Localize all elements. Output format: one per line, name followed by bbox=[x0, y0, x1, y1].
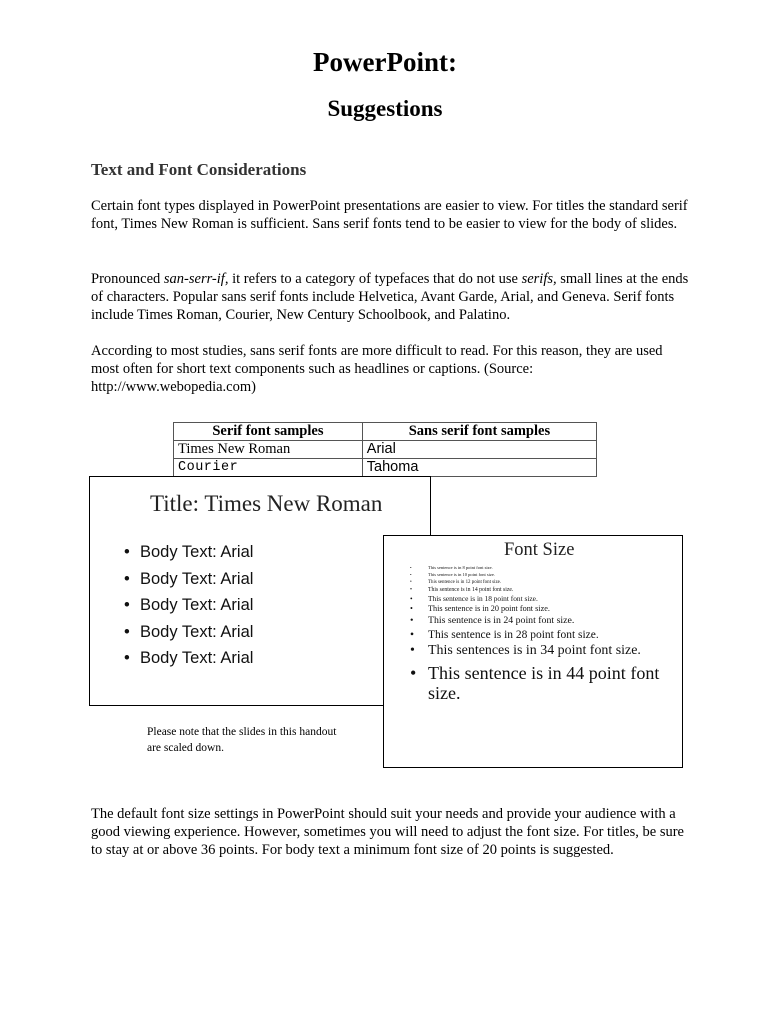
table-header-sans: Sans serif font samples bbox=[362, 423, 596, 441]
p2-text-e: small lines at the ends of characters. Popular sans serif fonts include Helvetica, Avant Garde, Arial, and Geneva. Serif fonts include Times Roman, Courier, New Century Schoolbook, and Palatino. bbox=[91, 271, 689, 323]
slide2-bullet bbox=[410, 605, 680, 614]
slide1-bullet bbox=[124, 619, 253, 646]
bullet-dot-icon: • bbox=[410, 604, 413, 614]
p2-serifs: serifs, bbox=[521, 271, 557, 287]
bullet-dot-icon: • bbox=[124, 649, 130, 667]
slide2-bullet-text: This sentences is in 34 point font size. bbox=[428, 643, 641, 659]
slide2-bullet bbox=[410, 616, 680, 627]
slide2-bullet-text: This sentence is in 8 point font size. bbox=[428, 565, 493, 570]
section-heading: Text and Font Considerations bbox=[91, 160, 307, 179]
bullet-dot-icon: • bbox=[410, 643, 415, 659]
table-cell-serif: Courier bbox=[174, 459, 363, 477]
table-header-row bbox=[174, 423, 597, 441]
paragraph-sans-serif-definition bbox=[91, 270, 691, 324]
font-samples-table bbox=[173, 422, 597, 477]
slide2-bullet bbox=[410, 664, 680, 703]
scaled-down-note: Please note that the slides in this handout are scaled down. bbox=[147, 726, 337, 754]
slide2-bullet bbox=[410, 629, 680, 641]
slide2-bullet-text: This sentence is in 24 point font size. bbox=[428, 615, 575, 627]
slide-thumbnail-fonts bbox=[89, 476, 431, 706]
table-row bbox=[174, 459, 597, 477]
bullet-dot-icon: • bbox=[410, 579, 412, 585]
slide-thumbnail-font-size bbox=[383, 535, 683, 768]
slide1-bullet-text: Body Text: Arial bbox=[140, 569, 254, 588]
bullet-dot-icon: • bbox=[124, 622, 130, 641]
bullet-dot-icon: • bbox=[410, 615, 414, 627]
slide2-bullet-text: This sentence is in 44 point font size. bbox=[428, 663, 660, 703]
slide1-bullet-text: Body Text: Arial bbox=[140, 649, 254, 667]
slide2-bullet-text: This sentence is in 14 point font size. bbox=[428, 587, 514, 594]
slide1-bullet-text: Body Text: Arial bbox=[140, 622, 254, 641]
slide2-bullet-text: This sentence is in 10 point font size. bbox=[428, 571, 495, 577]
slide1-bullet-text: Body Text: Arial bbox=[140, 596, 254, 614]
slide2-bullet bbox=[410, 580, 680, 585]
bullet-dot-icon: • bbox=[410, 565, 412, 570]
paragraph-default-font-size: The default font size settings in PowerPoint should suit your needs and provide your audience with a good viewing experience. However, sometimes you will need to adjust the font size. For titles, be sure to stay at or above 36 points. For body text a minimum font size of 20 points is suggested. bbox=[91, 806, 684, 858]
table-header-serif: Serif font samples bbox=[174, 423, 363, 441]
paragraph-studies: According to most studies, sans serif fonts are more difficult to read. For this reason, they are used most often for short text components such as headlines or captions. (Source: http://www.webopedia.com) bbox=[91, 343, 663, 395]
slide2-bullet-list bbox=[410, 566, 680, 709]
slide2-bullet bbox=[410, 595, 680, 603]
page-subtitle: Suggestions bbox=[327, 96, 443, 121]
bullet-dot-icon: • bbox=[124, 596, 130, 614]
table-row bbox=[174, 441, 597, 459]
slide2-bullet bbox=[410, 573, 680, 578]
slide1-bullet bbox=[124, 645, 253, 672]
slide2-bullet-text: This sentence is in 12 point font size. bbox=[428, 579, 502, 585]
bullet-dot-icon: • bbox=[410, 594, 413, 604]
slide2-bullet bbox=[410, 566, 680, 571]
bullet-dot-icon: • bbox=[410, 628, 415, 641]
slide2-bullet bbox=[410, 643, 680, 658]
table-cell-sans: Arial bbox=[362, 441, 596, 459]
slide2-bullet-text: This sentence is in 28 point font size. bbox=[428, 628, 599, 641]
p2-pronunciation: san-serr-if, bbox=[163, 271, 229, 287]
bullet-dot-icon: • bbox=[410, 587, 413, 594]
bullet-dot-icon: • bbox=[410, 663, 417, 684]
page-title: PowerPoint: bbox=[313, 47, 457, 77]
table-cell-sans: Tahoma bbox=[362, 459, 596, 477]
paragraph-font-types: Certain font types displayed in PowerPoint presentations are easier to view. For titles the standard serif font, Times New Roman is sufficient. Sans serif fonts tend to be easier to view for the body of slides. bbox=[91, 198, 688, 232]
slide2-bullet-text: This sentence is in 18 point font size. bbox=[428, 594, 538, 604]
bullet-dot-icon: • bbox=[124, 569, 130, 588]
slide1-bullet-text: Body Text: Arial bbox=[140, 543, 254, 561]
table-cell-serif: Times New Roman bbox=[174, 441, 363, 459]
slide1-bullet bbox=[124, 539, 253, 566]
slide2-bullet-text: This sentence is in 20 point font size. bbox=[428, 604, 550, 614]
bullet-dot-icon: • bbox=[410, 571, 412, 577]
slide2-title: Font Size bbox=[504, 540, 575, 560]
bullet-dot-icon: • bbox=[124, 543, 130, 561]
slide1-bullet bbox=[124, 592, 253, 619]
slide1-title: Title: Times New Roman bbox=[150, 491, 383, 516]
slide1-bullet bbox=[124, 566, 253, 593]
p2-text-c: it refers to a category of typefaces that do not use bbox=[228, 271, 522, 287]
p2-text-a: Pronounced bbox=[91, 271, 164, 287]
slide1-bullet-list bbox=[124, 539, 253, 672]
slide2-bullet bbox=[410, 587, 680, 593]
